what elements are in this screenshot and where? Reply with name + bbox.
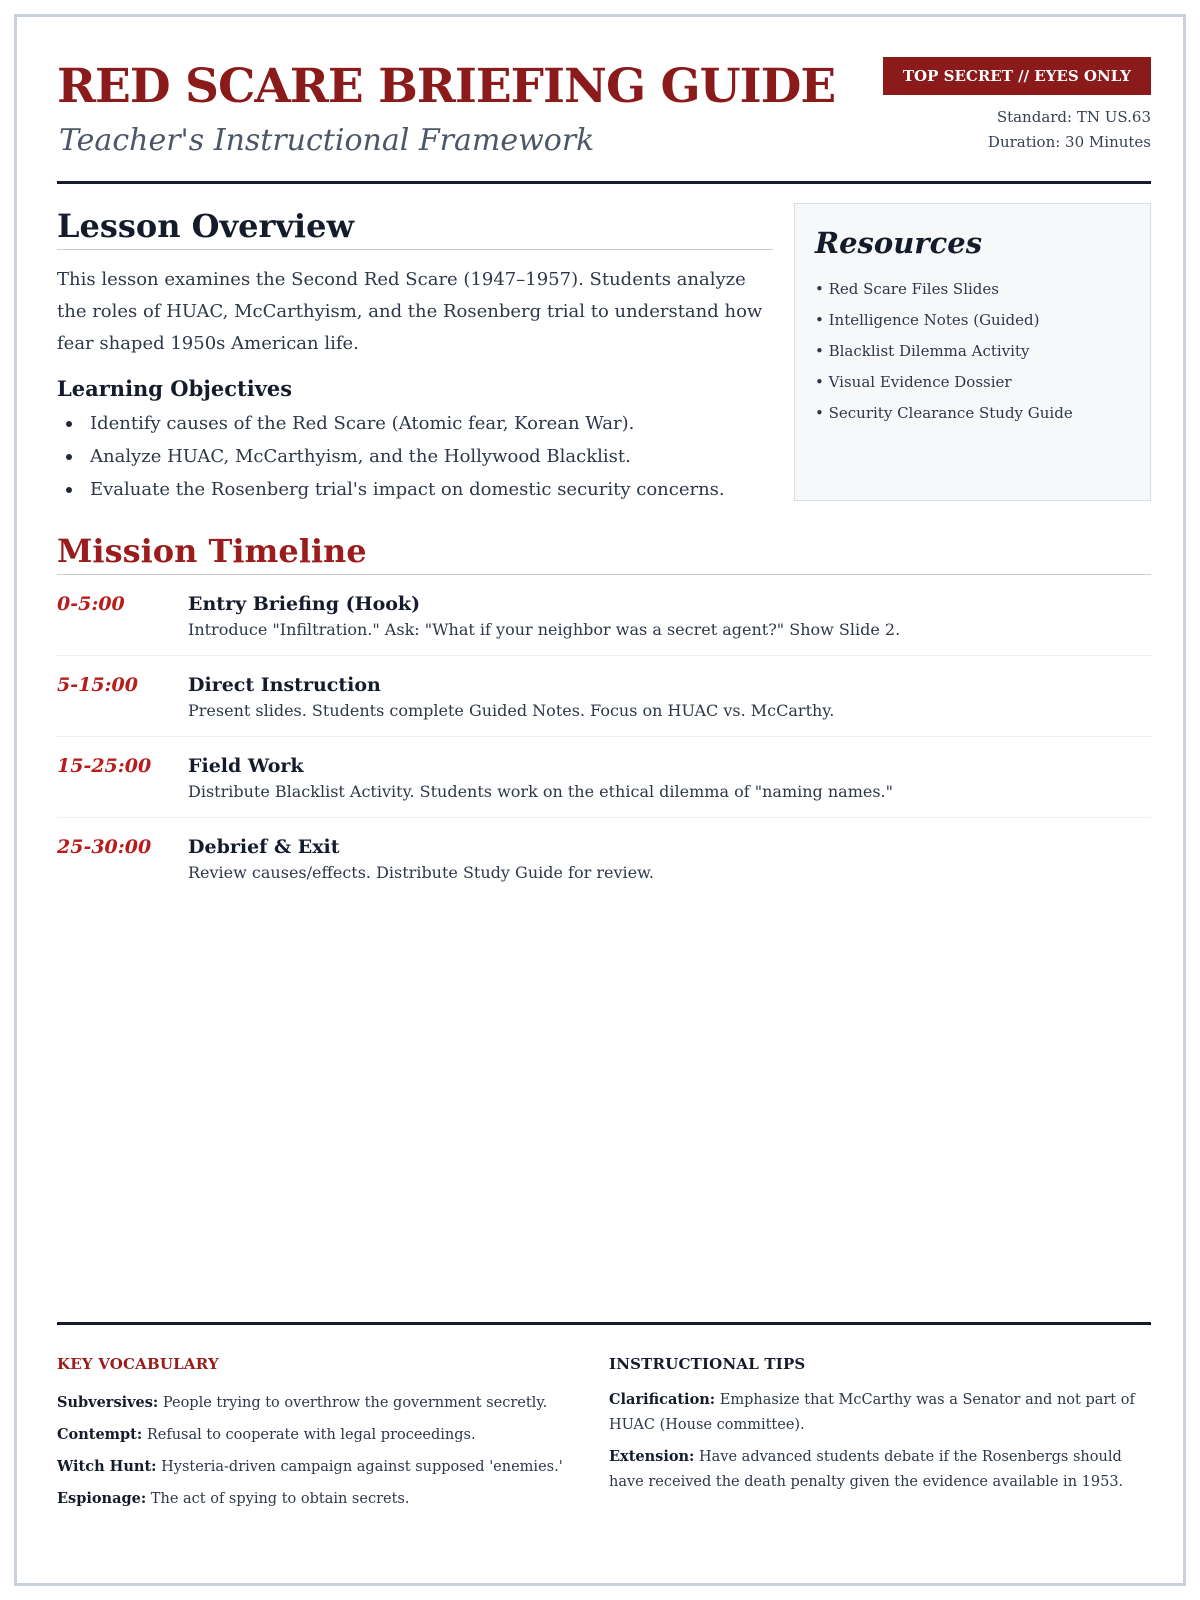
vocab-item — [57, 1419, 577, 1451]
vocab-term: Espionage: — [57, 1490, 147, 1507]
timeline-time: 0-5:00 — [57, 593, 125, 615]
vocab-definition: Hysteria-driven campaign against supposed 'enemies.' — [156, 1459, 563, 1475]
tip-text: Emphasize that McCarthy was a Senator and not part of HUAC (House committee). — [609, 1392, 1135, 1433]
timeline-row — [57, 737, 1151, 818]
resource-item: • Intelligence Notes (Guided) — [815, 311, 1040, 329]
mission-timeline-section — [57, 532, 1151, 898]
tip-label: Extension: — [609, 1448, 695, 1465]
learning-objectives-list — [57, 407, 773, 506]
vocab-item — [57, 1451, 577, 1483]
footer — [57, 1322, 1151, 1507]
tip-label: Clarification: — [609, 1391, 716, 1408]
briefing-guide-page — [57, 57, 1151, 1547]
timeline-row — [57, 818, 1151, 898]
timeline-time: 15-25:00 — [57, 755, 152, 777]
timeline-description: Present slides. Students complete Guided Notes. Focus on HUAC vs. McCarthy. — [188, 701, 835, 720]
vocab-definition: Refusal to cooperate with legal proceedings. — [142, 1427, 476, 1443]
vocab-term: Subversives: — [57, 1394, 159, 1411]
objective-text: Evaluate the Rosenberg trial's impact on domestic security concerns. — [90, 479, 725, 500]
tip-text: Have advanced students debate if the Rosenbergs should have received the death penalty given the evidence available in 1953. — [609, 1449, 1124, 1490]
timeline-title: Direct Instruction — [188, 674, 381, 696]
objective-item — [57, 407, 773, 440]
bullet-icon — [66, 487, 72, 493]
instructional-tips-section — [609, 1355, 1151, 1501]
vocab-definition: The act of spying to obtain secrets. — [146, 1491, 410, 1507]
mission-timeline-heading: Mission Timeline — [57, 532, 1151, 575]
key-vocabulary-heading: KEY VOCABULARY — [57, 1355, 219, 1373]
resources-panel — [794, 203, 1151, 501]
objective-text: Identify causes of the Red Scare (Atomic fear, Korean War). — [90, 413, 635, 434]
lesson-meta — [988, 105, 1151, 155]
lesson-overview-heading: Lesson Overview — [57, 207, 773, 250]
resource-item: • Visual Evidence Dossier — [815, 373, 1012, 391]
resource-item: • Red Scare Files Slides — [815, 280, 999, 298]
vocab-item — [57, 1483, 577, 1515]
instructional-tips-heading: INSTRUCTIONAL TIPS — [609, 1355, 806, 1373]
classification-badge: TOP SECRET // EYES ONLY — [883, 57, 1151, 95]
resource-item: • Security Clearance Study Guide — [815, 404, 1073, 422]
header — [57, 57, 1151, 184]
resource-item: • Blacklist Dilemma Activity — [815, 342, 1030, 360]
timeline-title: Entry Briefing (Hook) — [188, 593, 421, 615]
vocab-term: Witch Hunt: — [57, 1458, 157, 1475]
timeline-description: Introduce "Infiltration." Ask: "What if your neighbor was a secret agent?" Show Slide 2. — [188, 620, 901, 639]
vocab-definition: People trying to overthrow the government secretly. — [158, 1395, 548, 1411]
timeline-row — [57, 575, 1151, 656]
timeline-title: Debrief & Exit — [188, 836, 340, 858]
resources-heading: Resources — [815, 226, 983, 260]
vocab-term: Contempt: — [57, 1426, 143, 1443]
objective-text: Analyze HUAC, McCarthyism, and the Hollywood Blacklist. — [90, 446, 631, 467]
page-subtitle: Teacher's Instructional Framework — [59, 123, 595, 158]
duration-label: Duration: 30 Minutes — [987, 133, 1151, 151]
timeline-time: 5-15:00 — [57, 674, 139, 696]
objective-item — [57, 473, 773, 506]
lesson-overview-text: This lesson examines the Second Red Scare (1947–1957). Students analyze the roles of HUAC, McCarthyism, and the Rosenberg trial to understand how fear shaped 1950s American life. — [57, 269, 763, 354]
tip-item — [609, 1444, 1151, 1495]
learning-objectives-heading: Learning Objectives — [57, 376, 293, 401]
timeline-description: Review causes/effects. Distribute Study Guide for review. — [188, 863, 654, 882]
key-vocabulary-section — [57, 1355, 577, 1515]
bullet-icon — [66, 454, 72, 460]
tip-item — [609, 1387, 1151, 1438]
standard-label: Standard: TN US.63 — [996, 108, 1151, 126]
page-title: RED SCARE BRIEFING GUIDE — [57, 59, 836, 114]
timeline-time: 25-30:00 — [57, 836, 152, 858]
lesson-overview-section — [57, 207, 773, 506]
vocab-item — [57, 1387, 577, 1419]
timeline-title: Field Work — [188, 755, 304, 777]
objective-item — [57, 440, 773, 473]
bullet-icon — [66, 421, 72, 427]
timeline-description: Distribute Blacklist Activity. Students work on the ethical dilemma of "naming names." — [188, 782, 893, 801]
timeline-row — [57, 656, 1151, 737]
